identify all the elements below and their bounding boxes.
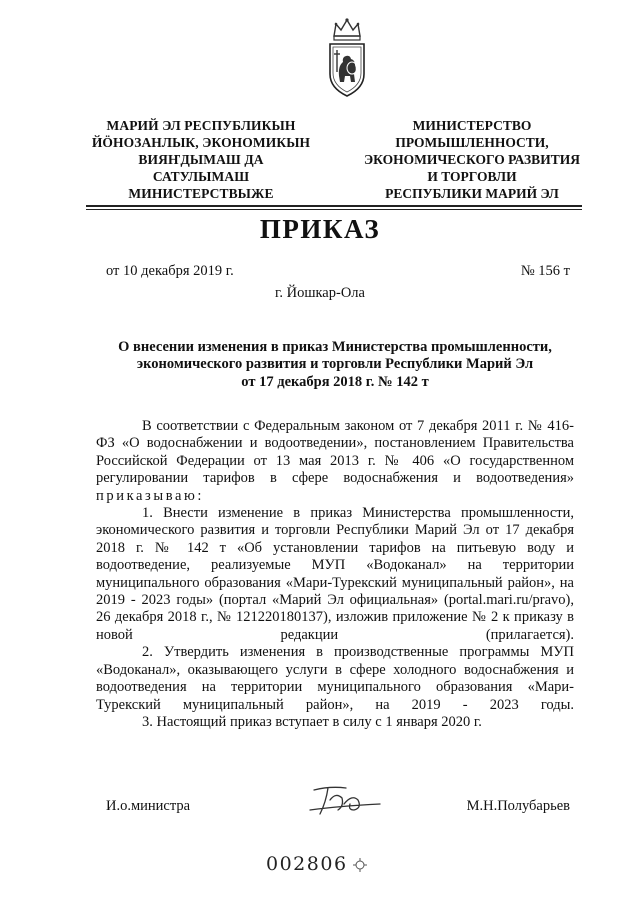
preamble-text: В соответствии с Федеральным законом от 7 декабря 2011 г. № 416-ФЗ «О водоснабжении и водоотведении», постановлением Правительства Российской Федерации от 13 мая 2013 г. № 406 «О государственном регулировании тарифов в сфере водоснабжения и водоотведения» bbox=[96, 418, 574, 487]
document-subject bbox=[96, 339, 574, 391]
serial-number: 002806 bbox=[266, 853, 348, 875]
signatory-position: И.о.министра bbox=[106, 798, 191, 814]
signatory-name: М.Н.Полубарьев bbox=[466, 798, 570, 814]
header-line: РЕСПУБЛИКИ МАРИЙ ЭЛ bbox=[385, 186, 559, 201]
header-russian bbox=[356, 117, 588, 202]
handwritten-signature bbox=[300, 776, 390, 822]
header-line: ПРОМЫШЛЕННОСТИ, bbox=[395, 135, 549, 150]
header-divider bbox=[86, 205, 582, 207]
stamp-mark-icon bbox=[352, 857, 368, 873]
header-marii bbox=[86, 117, 316, 202]
document-city: г. Йошкар-Ола bbox=[275, 285, 365, 301]
header-line: ЙӦНОЗАНЛЫК, ЭКОНОМИКЫН bbox=[91, 135, 311, 150]
coat-of-arms-icon bbox=[324, 16, 370, 98]
subject-line: экономического развития и торговли Республики Марий Эл bbox=[136, 356, 534, 373]
document-date: от 10 декабря 2019 г. bbox=[106, 263, 234, 279]
item-2-paragraph: 2. Утвердить изменения в производственные программы МУП «Водоканал», оказывающего услуги в сфере холодного водоснабжения и водоотведения на территории муниципального образования «Мари-Турекский муниципальный район», на 2019 - 2023 годы. bbox=[96, 644, 574, 713]
order-word: приказываю: bbox=[96, 487, 205, 504]
document-title: ПРИКАЗ bbox=[259, 214, 381, 244]
header-line: МАРИЙ ЭЛ РЕСПУБЛИКЫН bbox=[106, 118, 296, 133]
document-number: № 156 т bbox=[520, 263, 570, 279]
header-line: ЭКОНОМИЧЕСКОГО РАЗВИТИЯ bbox=[364, 152, 580, 167]
header-line: ВИЯҤДЫМАШ ДА bbox=[138, 152, 264, 167]
subject-line: О внесении изменения в приказ Министерства промышленности, bbox=[118, 339, 552, 355]
header-divider-thin bbox=[86, 209, 582, 210]
item-3-paragraph: 3. Настоящий приказ вступает в силу с 1 января 2020 г. bbox=[142, 713, 482, 730]
header-line: САТУЛЫМАШ bbox=[152, 169, 250, 184]
subject-line: от 17 декабря 2018 г. № 142 т bbox=[241, 373, 429, 390]
header-line: МИНИСТЕРСТВО bbox=[412, 118, 532, 133]
header-line: МИНИСТЕРСТВЫЖЕ bbox=[128, 186, 274, 201]
preamble-paragraph bbox=[96, 418, 574, 505]
header-line: И ТОРГОВЛИ bbox=[427, 169, 517, 184]
item-1-paragraph: 1. Внести изменение в приказ Министерства промышленности, экономического развития и торговли Республики Марий Эл от 17 декабря 2018 г. № 142 т «Об установлении тарифов на питьевую воду и водоотведение, реализуемые МУП «Водоканал» на территории муниципального образования «Мари-Турекский муниципальный район», на 2019 - 2023 годы» (портал «Марий Эл официальная» (portal.mari.ru/pravo), 26 декабря 2018 г., № 121220180137), изложив приложение № 2 к приказу в новой редакции (прилагается). bbox=[96, 505, 574, 643]
document-body bbox=[96, 418, 574, 731]
